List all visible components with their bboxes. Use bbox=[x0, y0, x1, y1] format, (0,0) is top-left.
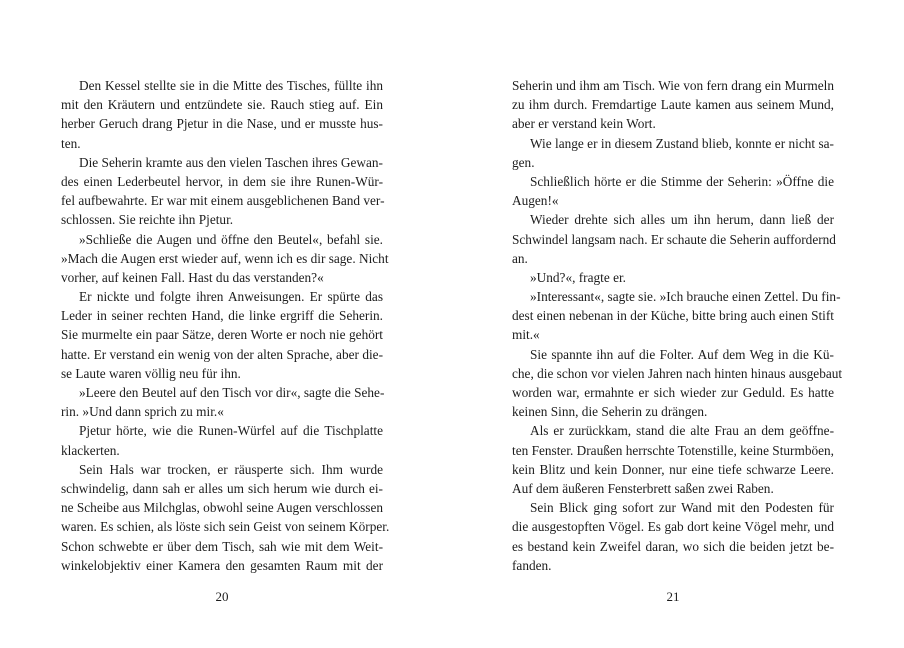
text-line: mit.« bbox=[512, 327, 540, 343]
text-line: Sie murmelte ein paar Sätze, deren Worte er noch nie gehört bbox=[61, 327, 383, 343]
text-line: rin. »Und dann sprich zu mir.« bbox=[61, 404, 224, 420]
text-line: Sein Hals war trocken, er räusperte sich. Ihm wurde bbox=[79, 461, 383, 477]
text-line: fel aufbewahrte. Er war mit einem ausgeblichenen Band ver- bbox=[61, 193, 385, 209]
text-line: Wie lange er in diesem Zustand blieb, konnte er nicht sa- bbox=[530, 135, 834, 151]
text-line: Als er zurückkam, stand die alte Frau an dem geöffne- bbox=[530, 423, 834, 439]
text-line: waren. Es schien, als löste sich sein Geist von seinem Körper. bbox=[61, 519, 390, 535]
left-page-text bbox=[61, 76, 390, 575]
text-line: herber Geruch drang Pjetur in die Nase, und er musste hus- bbox=[61, 116, 383, 132]
text-line: gen. bbox=[512, 154, 535, 170]
text-line: klackerten. bbox=[61, 442, 120, 458]
text-line: »Schließe die Augen und öffne den Beutel«, befahl sie. bbox=[79, 231, 383, 247]
right-page-number: 21 bbox=[666, 589, 680, 604]
right-page-text bbox=[512, 76, 843, 575]
left-page-number: 20 bbox=[215, 589, 229, 604]
text-line: dest einen nebenan in der Küche, bitte bring auch einen Stift bbox=[512, 308, 834, 324]
text-line: Pjetur hörte, wie die Runen-Würfel auf die Tischplatte bbox=[79, 423, 383, 439]
text-line: Schließlich hörte er die Stimme der Seherin: »Öffne die bbox=[530, 173, 834, 189]
text-line: kein Blitz und kein Donner, nur eine tiefe schwarze Leere. bbox=[512, 461, 834, 477]
text-line: die ausgestopften Vögel. Es gab dort keine Vögel mehr, und bbox=[512, 519, 834, 535]
text-line: Schwindel langsam nach. Er schaute die Seherin auffordernd bbox=[512, 231, 836, 247]
text-line: keinen Sinn, die Seherin zu drängen. bbox=[512, 404, 708, 420]
text-line: Augen!« bbox=[512, 193, 559, 209]
text-line: ten Fenster. Draußen herrschte Totenstille, keine Sturmböen, bbox=[512, 442, 834, 458]
text-line: Schon schwebte er über dem Tisch, sah wie mit dem Weit- bbox=[61, 538, 383, 554]
text-line: se Laute waren völlig neu für ihn. bbox=[61, 365, 241, 381]
text-line: Leder in seiner rechten Hand, die linke ergriff die Seherin. bbox=[61, 308, 383, 324]
text-line: fanden. bbox=[512, 557, 552, 573]
text-line: Er nickte und folgte ihren Anweisungen. Er spürte das bbox=[79, 289, 383, 305]
text-line: »Und?«, fragte er. bbox=[530, 269, 626, 285]
text-line: ten. bbox=[61, 135, 81, 151]
text-line: Den Kessel stellte sie in die Mitte des Tisches, füllte ihn bbox=[79, 78, 383, 93]
text-line: »Leere den Beutel auf den Tisch vor dir«, sagte die Sehe- bbox=[79, 385, 385, 400]
text-line: schwindelig, dann sah er alles um sich herum wie durch ei- bbox=[61, 480, 383, 496]
text-line: che, die schon vor vielen Jahren nach hinten hinaus ausgebaut bbox=[512, 365, 843, 381]
text-line: aber er verstand kein Wort. bbox=[512, 116, 656, 132]
text-line: es bestand kein Zweifel daran, wo sich die beiden jetzt be- bbox=[512, 538, 834, 554]
text-line: Seherin und ihm am Tisch. Wie von fern drang ein Murmeln bbox=[512, 78, 834, 93]
text-line: ne Scheibe aus Milchglas, obwohl seine Augen verschlossen bbox=[61, 500, 384, 516]
text-line: worden war, ermahnte er sich wieder zur Geduld. Es hatte bbox=[512, 385, 834, 400]
text-line: hatte. Er verstand ein wenig von der alten Sprache, aber die- bbox=[61, 346, 383, 362]
text-line: des einen Lederbeutel hervor, in dem sie ihre Runen-Wür- bbox=[61, 173, 383, 189]
text-line: »Interessant«, sagte sie. »Ich brauche einen Zettel. Du fin- bbox=[530, 289, 841, 305]
text-line: Die Seherin kramte aus den vielen Taschen ihres Gewan- bbox=[79, 154, 383, 170]
text-line: zu ihm durch. Fremdartige Laute kamen aus seinem Mund, bbox=[512, 97, 834, 113]
text-line: Auf dem äußeren Fensterbrett saßen zwei Raben. bbox=[512, 480, 774, 496]
text-line: schlossen. Sie reichte ihn Pjetur. bbox=[61, 212, 234, 228]
text-line: Wieder drehte sich alles um ihn herum, dann ließ der bbox=[530, 212, 834, 228]
text-line: winkelobjektiv einer Kamera den gesamten Raum mit der bbox=[61, 557, 383, 573]
text-line: Sie spannte ihn auf die Folter. Auf dem Weg in die Kü- bbox=[530, 346, 834, 362]
text-line: Sein Blick ging sofort zur Wand mit den Podesten für bbox=[530, 500, 834, 516]
text-line: vorher, auf keinen Fall. Hast du das verstanden?« bbox=[61, 269, 324, 285]
text-line: mit den Kräutern und entzündete sie. Rauch stieg auf. Ein bbox=[61, 97, 383, 113]
text-line: an. bbox=[512, 250, 528, 266]
text-line: »Mach die Augen erst wieder auf, wenn ich es dir sage. Nicht bbox=[61, 250, 389, 266]
